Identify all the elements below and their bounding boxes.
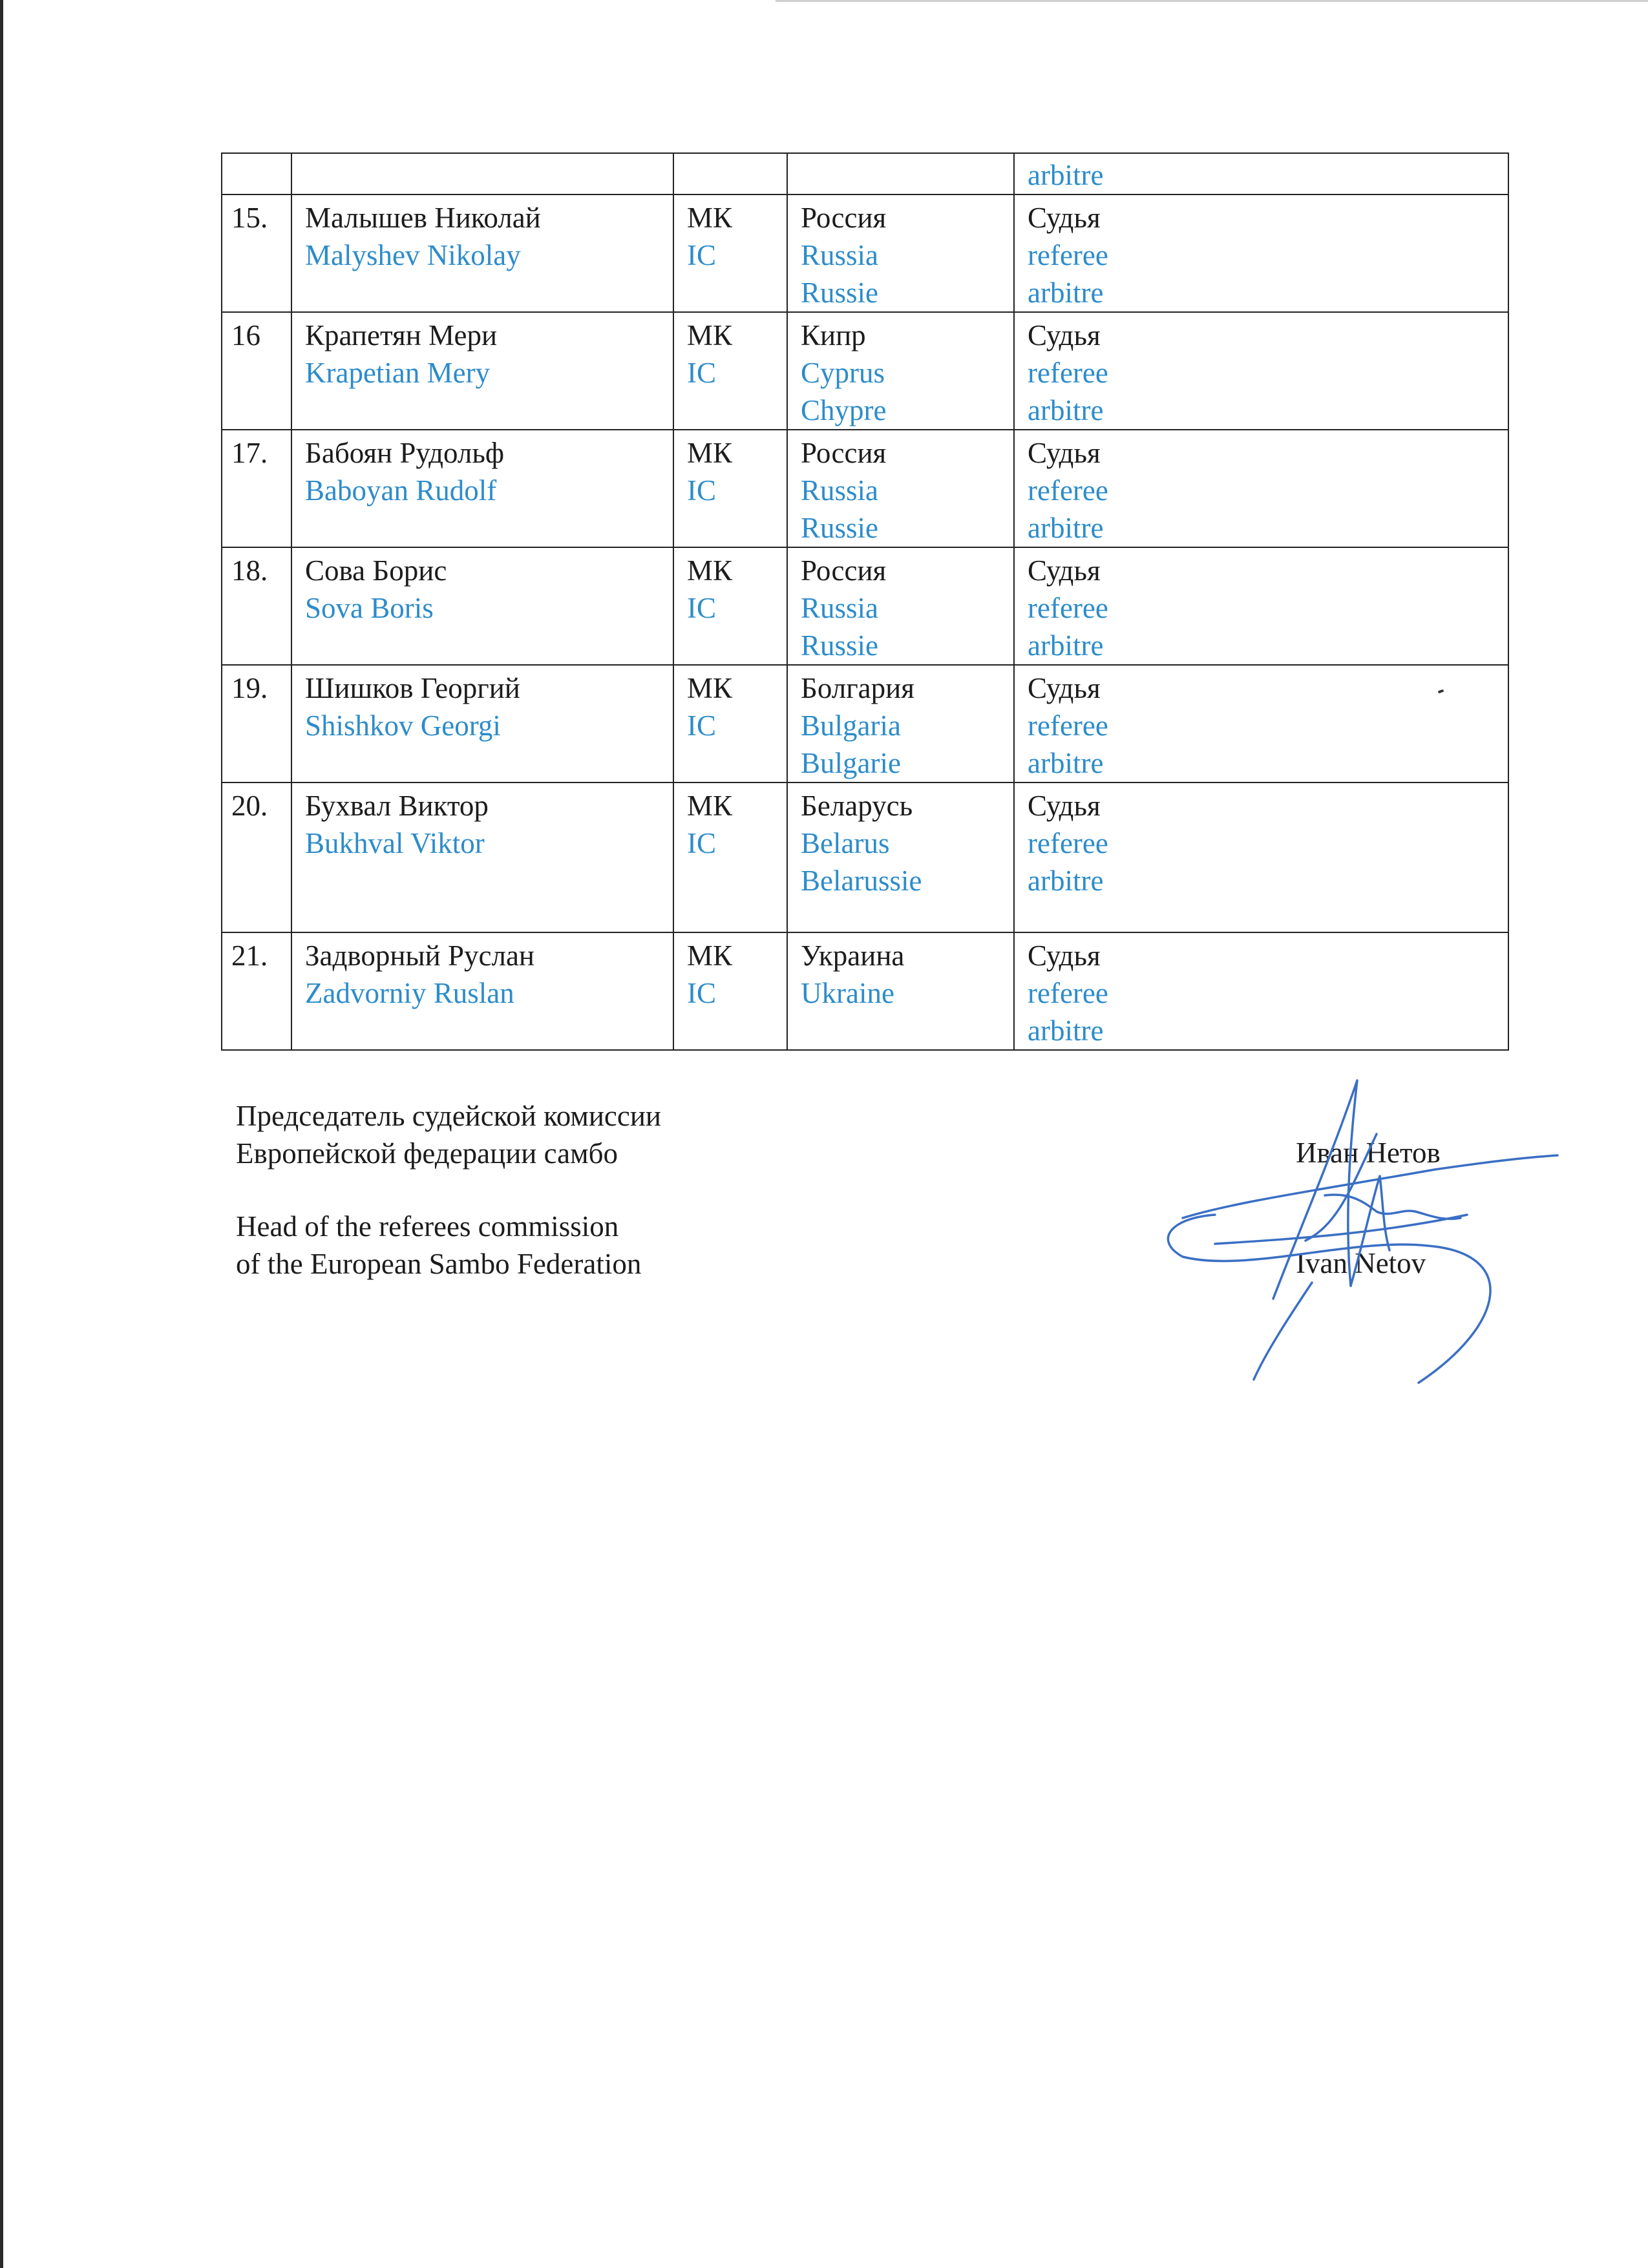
name-ru: Крапетян Мери: [305, 319, 498, 352]
country-cell: [787, 932, 1014, 1050]
category-en: IC: [687, 239, 716, 271]
name-ru: Шишков Георгий: [305, 672, 520, 704]
category-ru: МК: [687, 554, 733, 587]
role-ru: Судья: [1028, 437, 1101, 469]
row-number-cell: [222, 153, 291, 194]
role-en: referee: [1028, 357, 1108, 389]
country-en: Russia: [801, 239, 879, 271]
role-fr: arbitre: [1028, 629, 1104, 662]
role-fr: arbitre: [1028, 865, 1104, 897]
title-ru-line2: Европейской федерации самбо: [236, 1137, 618, 1170]
category-cell: [673, 153, 787, 194]
row-number-cell: [222, 665, 291, 782]
category-ru: МК: [687, 437, 733, 469]
country-fr: Bulgarie: [801, 747, 901, 779]
title-en-line2: of the European Sambo Federation: [236, 1248, 642, 1280]
role-fr: arbitre: [1028, 512, 1104, 544]
signature-stroke: [1215, 1215, 1467, 1244]
table-row: [222, 665, 1508, 782]
country-cell: [787, 312, 1014, 430]
signer-name-en: Ivan Netov: [1296, 1247, 1426, 1279]
role-cell: [1014, 782, 1508, 932]
name-en: Baboyan Rudolf: [305, 474, 497, 507]
row-number-cell: [222, 547, 291, 665]
country-ru: Украина: [801, 940, 905, 972]
name-cell: [291, 312, 673, 430]
name-ru: Бабоян Рудольф: [305, 437, 505, 469]
role-fr: arbitre: [1028, 394, 1104, 426]
role-cell: [1014, 547, 1508, 665]
country-ru: Россия: [801, 554, 887, 587]
name-ru: Малышев Николай: [305, 202, 541, 234]
row-number-cell: [222, 194, 291, 312]
role-fr: arbitre: [1028, 277, 1104, 309]
chairman-title-ru: [236, 1097, 661, 1172]
name-en: Zadvorniy Ruslan: [305, 977, 514, 1009]
category-cell: [673, 430, 787, 547]
category-en: IC: [687, 827, 716, 859]
table-row: [222, 547, 1508, 665]
name-cell: [291, 153, 673, 194]
role-en: referee: [1028, 592, 1108, 624]
country-fr: Russie: [801, 277, 879, 309]
role-en: referee: [1028, 474, 1108, 507]
row-number: 19.: [231, 672, 268, 704]
row-number-cell: [222, 312, 291, 430]
name-en: Sova Boris: [305, 592, 434, 624]
role-cell: [1014, 932, 1508, 1050]
name-en: Malyshev Nikolay: [305, 239, 521, 271]
role-ru: Судья: [1028, 319, 1101, 352]
category-cell: [673, 194, 787, 312]
name-ru: Бухвал Виктор: [305, 790, 489, 822]
role-cell: [1014, 665, 1508, 782]
name-cell: [291, 430, 673, 547]
row-number-cell: [222, 430, 291, 547]
country-fr: Chypre: [801, 394, 887, 426]
role-en: referee: [1028, 239, 1108, 271]
role-fr: arbitre: [1028, 747, 1104, 779]
name-cell: [291, 665, 673, 782]
category-cell: [673, 782, 787, 932]
title-en-line1: Head of the referees commission: [236, 1210, 619, 1243]
name-en: Bukhval Viktor: [305, 827, 485, 859]
category-ru: МК: [687, 940, 733, 972]
role-ru: Судья: [1028, 940, 1101, 972]
row-number: 21.: [231, 940, 268, 972]
name-ru: Задворный Руслан: [305, 940, 535, 972]
role-en: referee: [1028, 827, 1108, 859]
country-ru: Беларусь: [801, 790, 913, 822]
table-row: [222, 430, 1508, 547]
country-cell: [787, 194, 1014, 312]
scan-top-edge: [776, 0, 1648, 2]
signature-stroke: [1254, 1283, 1312, 1380]
role-fr: arbitre: [1028, 1014, 1104, 1047]
category-en: IC: [687, 977, 716, 1009]
row-number: 20.: [231, 790, 268, 822]
country-cell: [787, 430, 1014, 547]
country-ru: Россия: [801, 202, 887, 234]
role-cell: [1014, 153, 1508, 194]
row-number: 18.: [231, 554, 268, 587]
country-en: Russia: [801, 592, 879, 624]
category-cell: [673, 547, 787, 665]
role-ru: Судья: [1028, 202, 1101, 234]
row-number-cell: [222, 932, 291, 1050]
table-row: [222, 153, 1508, 194]
role-ru: Судья: [1028, 790, 1101, 822]
role-cell: [1014, 312, 1508, 430]
table-row: [222, 932, 1508, 1050]
country-ru: Россия: [801, 437, 887, 469]
category-en: IC: [687, 357, 716, 389]
category-cell: [673, 312, 787, 430]
signer-name-ru: Иван Нетов: [1296, 1137, 1441, 1169]
name-en: Krapetian Mery: [305, 357, 491, 389]
table-row: [222, 194, 1508, 312]
scan-left-edge: [0, 0, 3, 2268]
country-cell: [787, 153, 1014, 194]
country-en: Cyprus: [801, 357, 885, 389]
category-en: IC: [687, 474, 716, 507]
country-en: Russia: [801, 474, 879, 507]
country-fr: Russie: [801, 629, 879, 662]
category-ru: МК: [687, 319, 733, 352]
country-cell: [787, 665, 1014, 782]
title-ru-line1: Председатель судейской комиссии: [236, 1100, 662, 1132]
referees-table: [221, 152, 1509, 1051]
country-ru: Болгария: [801, 672, 914, 704]
name-cell: [291, 194, 673, 312]
category-cell: [673, 665, 787, 782]
country-cell: [787, 782, 1014, 932]
chairman-title-en: [236, 1208, 641, 1283]
name-cell: [291, 932, 673, 1050]
country-cell: [787, 547, 1014, 665]
role-en: referee: [1028, 709, 1108, 742]
name-cell: [291, 547, 673, 665]
table-row: [222, 312, 1508, 430]
category-ru: МК: [687, 202, 733, 234]
row-number: 15.: [231, 202, 268, 234]
row-number: 17.: [231, 437, 268, 469]
country-fr: Russie: [801, 512, 879, 544]
signature-stroke: [1168, 1215, 1490, 1383]
category-en: IC: [687, 592, 716, 624]
table-row: [222, 782, 1508, 932]
category-ru: МК: [687, 790, 733, 822]
role-ru: Судья: [1028, 672, 1101, 704]
country-fr: Belarussie: [801, 865, 922, 897]
role-fr: arbitre: [1028, 159, 1104, 191]
role-cell: [1014, 194, 1508, 312]
role-ru: Судья: [1028, 554, 1101, 587]
category-cell: [673, 932, 787, 1050]
country-en: Bulgaria: [801, 709, 901, 742]
country-ru: Кипр: [801, 319, 866, 352]
category-en: IC: [687, 709, 716, 742]
signature: [1157, 1079, 1570, 1396]
role-cell: [1014, 430, 1508, 547]
role-en: referee: [1028, 977, 1108, 1009]
name-cell: [291, 782, 673, 932]
name-ru: Сова Борис: [305, 554, 447, 587]
row-number-cell: [222, 782, 291, 932]
row-number: 16: [231, 319, 260, 352]
category-ru: МК: [687, 672, 733, 704]
name-en: Shishkov Georgi: [305, 709, 501, 742]
country-en: Ukraine: [801, 977, 894, 1009]
country-en: Belarus: [801, 827, 890, 859]
